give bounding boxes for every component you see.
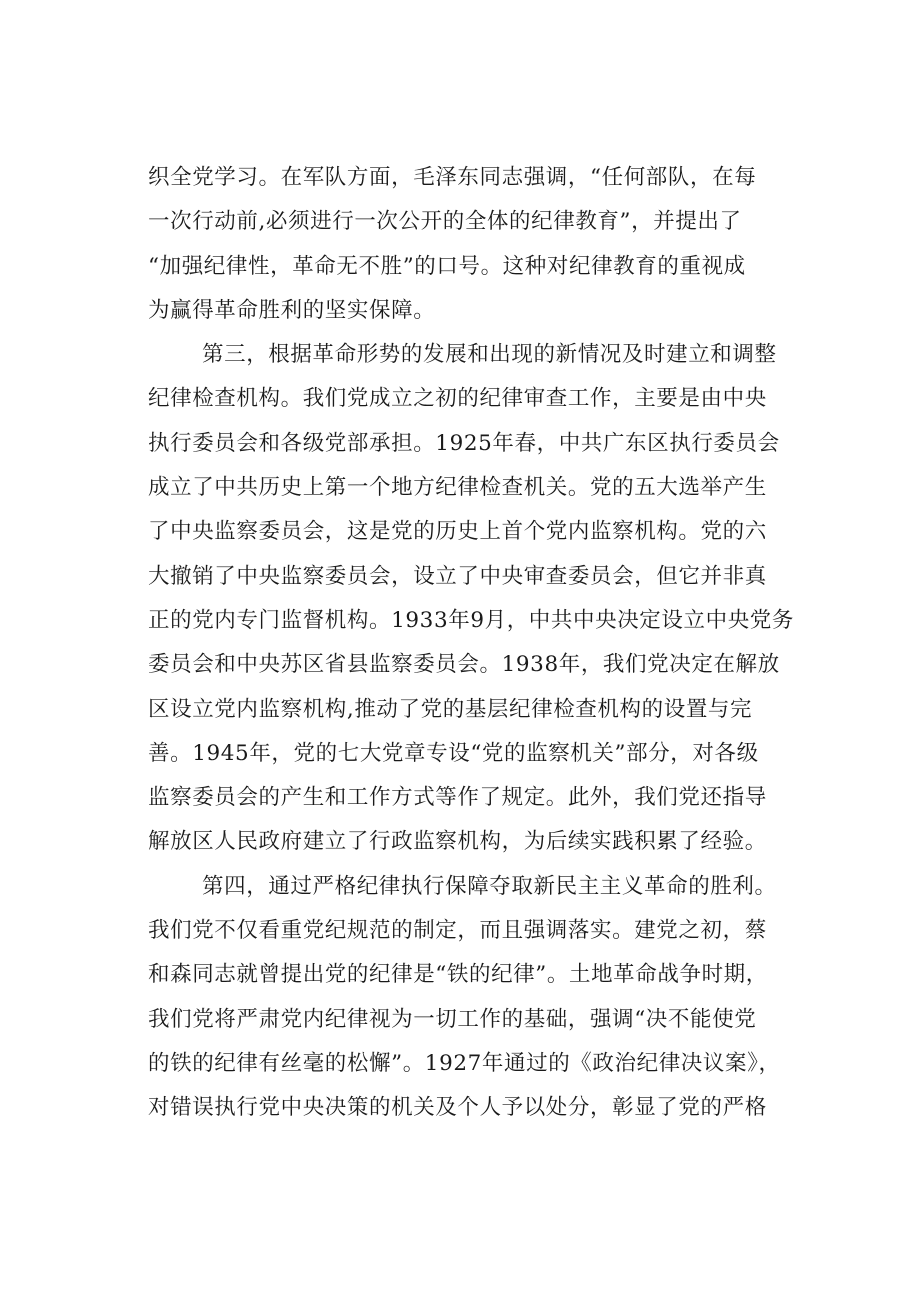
paragraph-start-line: 第三，根据革命形势的发展和出现的新情况及时建立和调整 bbox=[202, 342, 777, 368]
text-line: 我们党不仅看重党纪规范的制定，而且强调落实。建党之初，蔡 bbox=[148, 918, 767, 944]
text-line: 对错误执行党中央决策的机关及个人予以处分，彰显了党的严格 bbox=[148, 1095, 767, 1121]
text-line: 一次行动前,必须进行一次公开的全体的纪律教育”，并提出了 bbox=[148, 209, 742, 235]
text-line: 正的党内专门监督机构。1933年9月，中共中央决定设立中央党务 bbox=[148, 607, 794, 633]
text-line: 和森同志就曾提出党的纪律是“铁的纪律”。土地革命战争时期， bbox=[148, 962, 768, 988]
text-line: 区设立党内监察机构,推动了党的基层纪律检查机构的设置与完 bbox=[148, 696, 753, 722]
text-line: 为赢得革命胜利的坚实保障。 bbox=[148, 297, 436, 323]
text-line: “加强纪律性，革命无不胜”的口号。这种对纪律教育的重视成 bbox=[148, 253, 746, 279]
text-line: 委员会和中央苏区省县监察委员会。1938年，我们党决定在解放 bbox=[148, 652, 780, 678]
text-line: 织全党学习。在军队方面，毛泽东同志强调，“任何部队，在每 bbox=[148, 165, 757, 190]
text-line: 的铁的纪律有丝毫的松懈”。1927年通过的《政治纪律决议案》， bbox=[148, 1050, 781, 1076]
text-line: 解放区人民政府建立了行政监察机构，为后续实践积累了经验。 bbox=[148, 829, 767, 855]
text-line: 纪律检查机构。我们党成立之初的纪律审查工作，主要是由中央 bbox=[148, 386, 767, 412]
paragraph-start-line: 第四，通过严格纪律执行保障夺取新民主主义革命的胜利。 bbox=[202, 873, 777, 899]
text-line: 监察委员会的产生和工作方式等作了规定。此外，我们党还指导 bbox=[148, 785, 767, 811]
text-line: 大撤销了中央监察委员会，设立了中央审查委员会，但它并非真 bbox=[148, 563, 767, 589]
text-line: 成立了中共历史上第一个地方纪律检查机关。党的五大选举产生 bbox=[148, 475, 767, 501]
body-text bbox=[148, 156, 798, 1131]
text-line: 我们党将严肃党内纪律视为一切工作的基础，强调“决不能使党 bbox=[148, 1006, 757, 1032]
text-line: 执行委员会和各级党部承担。1925年春，中共广东区执行委员会 bbox=[148, 430, 780, 456]
text-line: 了中央监察委员会，这是党的历史上首个党内监察机构。党的六 bbox=[148, 519, 767, 545]
text-line: 善。1945年，党的七大党章专设“党的监察机关”部分，对各级 bbox=[148, 740, 759, 766]
